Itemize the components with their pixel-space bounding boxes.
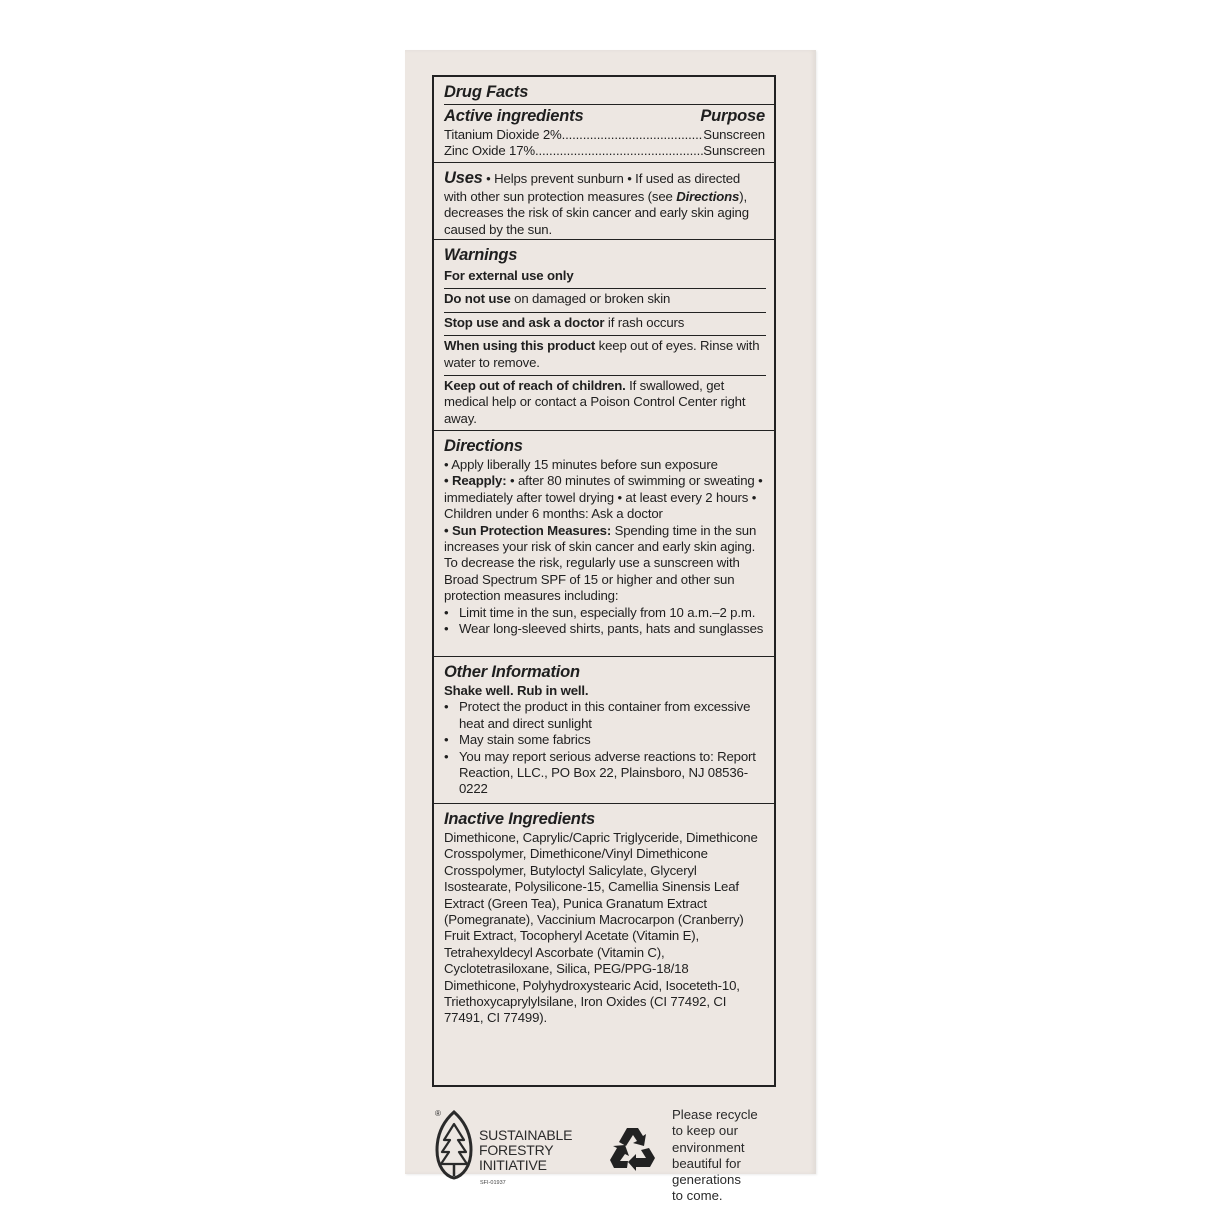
warning-item: Stop use and ask a doctor if rash occurs <box>444 313 766 336</box>
directions-heading: Directions <box>444 437 523 455</box>
uses-heading: Uses <box>444 169 483 187</box>
dot-leader <box>535 143 703 159</box>
dot-leader <box>562 127 704 143</box>
purpose-heading: Purpose <box>700 107 765 125</box>
list-item: • Protect the product in this container from excessive heat and direct sunlight <box>444 699 751 731</box>
warnings-section <box>434 240 774 431</box>
other-information-section <box>434 657 774 804</box>
uses-section <box>434 163 774 240</box>
inactive-ingredients-heading: Inactive Ingredients <box>444 810 595 828</box>
ingredient-name: Titanium Dioxide 2% <box>444 127 562 142</box>
recycle-message: Please recycle to keep our environment beautiful for generations to come. <box>672 1107 758 1204</box>
product-carton <box>405 50 816 1204</box>
sfi-wordmark: SUSTAINABLE FORESTRY INITIATIVE <box>479 1127 573 1173</box>
registered-mark: ® <box>435 1109 441 1118</box>
directions-section <box>434 431 774 657</box>
uses-text: Uses • Helps prevent sunburn • If used as directed with other sun protection measures (see Directions), decreases the risk of skin cancer and early skin aging caused by the sun. <box>444 169 749 237</box>
drug-facts-panel <box>432 75 776 1087</box>
inactive-ingredients-section <box>434 804 774 1085</box>
sfi-certification-code: SFI-01937 <box>480 1180 506 1186</box>
directions-line: • Apply liberally 15 minutes before sun exposure <box>444 457 718 472</box>
sun-protection-text: • Sun Protection Measures: Spending time in the sun increases your risk of skin cancer and early skin aging. To decrease the risk, regularly use a sunscreen with Broad Spectrum SPF of 15 or higher and other sun protection measures including: <box>444 522 757 604</box>
directions-reference: Directions <box>676 189 740 204</box>
drug-facts-title: Drug Facts <box>444 81 774 105</box>
active-ingredient-row <box>444 127 765 143</box>
list-item: • You may report serious adverse reactions to: Report Reaction, LLC., PO Box 22, Plainsboro, NJ 08536-0222 <box>444 748 756 797</box>
inactive-ingredients-text: Dimethicone, Caprylic/Capric Triglyceride, Dimethicone Crosspolymer, Dimethicone/Vinyl Dimethicone Crosspolymer, Butyloctyl Salicylate, Glyceryl Isostearate, Polysilicone-15, Camellia Sinensis Leaf Extract (Green Tea), Punica Granatum Extract (Pomegranate), Vaccinium Macrocarpon (Cranberry) Fruit Extract, Tocopheryl Acetate (Vitamin E), Tetrahexyldecyl Ascorbate (Vitamin C), Cyclotetrasiloxane, Silica, PEG/PPG-18/18 Dimethicone, Polyhydroxystearic Acid, Isoceteth-10, Triethoxycaprylylsilane, Iron Oxides (CI 77492, CI 77491, CI 77499). <box>444 830 758 1026</box>
list-item: • May stain some fabrics <box>444 732 591 748</box>
active-ingredients-section <box>434 77 774 163</box>
active-ingredients-heading: Active ingredients <box>444 107 584 125</box>
recycle-icon <box>608 1124 660 1174</box>
carton-footer <box>405 1100 816 1204</box>
list-item: • Wear long-sleeved shirts, pants, hats and sunglasses <box>444 621 764 637</box>
ingredient-name: Zinc Oxide 17% <box>444 143 535 159</box>
ingredient-purpose: Sunscreen <box>703 143 765 159</box>
sfi-tree-logo-icon <box>429 1106 479 1182</box>
ingredient-purpose: Sunscreen <box>703 127 765 142</box>
warnings-heading: Warnings <box>444 246 518 264</box>
warning-item: Do not use on damaged or broken skin <box>444 289 766 312</box>
warning-item: When using this product keep out of eyes. Rinse with water to remove. <box>444 336 766 376</box>
active-ingredient-row <box>444 143 765 159</box>
warning-item: Keep out of reach of children. If swallowed, get medical help or contact a Poison Control Center right away. <box>444 378 746 426</box>
active-ingredients-header <box>444 105 765 127</box>
shake-well-text: Shake well. Rub in well. <box>444 683 589 698</box>
list-item: • Limit time in the sun, especially from 10 a.m.–2 p.m. <box>444 604 756 620</box>
reapply-text: • Reapply: • after 80 minutes of swimming or sweating • immediately after towel drying • at least every 2 hours • Children under 6 months: Ask a doctor <box>444 473 763 522</box>
other-information-heading: Other Information <box>444 663 580 681</box>
warning-external-use: For external use only <box>444 266 766 289</box>
